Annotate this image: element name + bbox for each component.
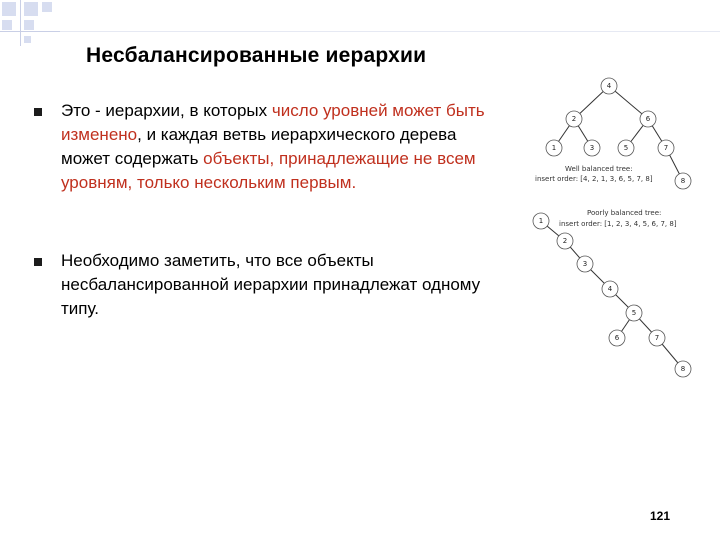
tree-node-label: 2 [571,115,577,123]
tree-node-label: 7 [654,334,660,342]
tree-node-label: 6 [645,115,651,123]
tree-node-label: 3 [582,260,588,268]
tree-node-label: 4 [606,82,612,90]
bullet-1-text-part-1: Это - иерархии, в которых [61,101,272,120]
bullet-marker [34,108,42,116]
unbalanced-caption-2: insert order: [1, 2, 3, 4, 5, 6, 7, 8] [559,220,677,228]
tree-node-label: 5 [631,309,637,317]
tree-node-label: 6 [614,334,620,342]
tree-node-label: 7 [663,144,669,152]
bullet-text-1 [61,99,491,195]
bullet-1-highlight-1: число уровней может быть изменено [61,101,485,144]
bullet-marker [34,258,42,266]
balanced-tree [535,78,691,189]
corner-decoration [0,0,60,46]
tree-node-label: 4 [607,285,613,293]
bullet-1-text-part-2: , и каждая ветвь иерархического дерева может содержать [61,125,457,168]
bullet-text-2: Необходимо заметить, что все объекты несбалансированной иерархии принадлежат одному типу. [61,251,481,318]
tree-node-label: 8 [680,365,686,373]
slide-title: Несбалансированные иерархии [86,44,427,67]
tree-node-label: 3 [589,144,595,152]
unbalanced-caption-1: Poorly balanced tree: [587,209,662,217]
tree-node-label: 2 [562,237,568,245]
tree-node-label: 5 [623,144,629,152]
balanced-caption-2: insert order: [4, 2, 1, 3, 6, 5, 7, 8] [535,175,653,183]
tree-node-label: 1 [551,144,557,152]
tree-node-label: 1 [538,217,544,225]
tree-node-label: 8 [680,177,686,185]
page-number: 121 [650,509,671,523]
bullet-1-highlight-2: объекты, принадлежащие не всем уровням, только нескольким первым. [61,149,476,192]
balanced-caption-1: Well balanced tree: [565,165,633,173]
tree-figure [525,75,705,390]
header-rule [60,31,720,32]
